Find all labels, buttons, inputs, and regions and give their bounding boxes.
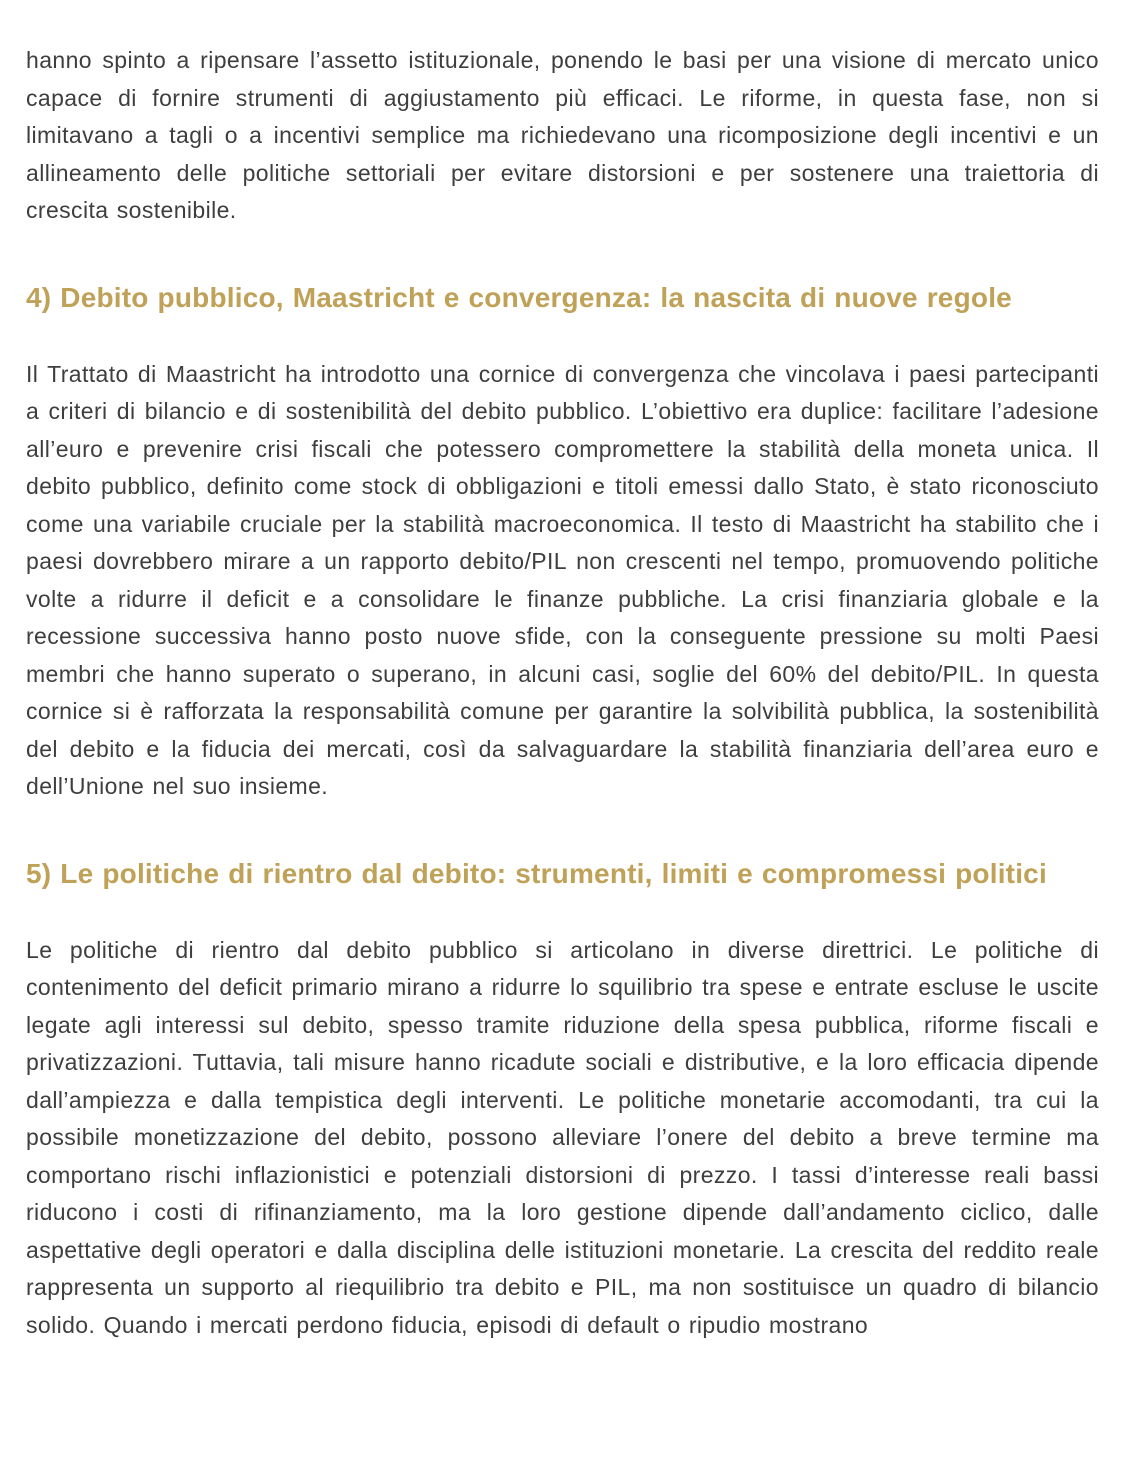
section-heading-4: 4) Debito pubblico, Maastricht e convergenza: la nascita di nuove regole <box>26 281 1012 313</box>
section-4-paragraph: Il Trattato di Maastricht ha introdotto una cornice di convergenza che vincolava i paesi partecipanti a criteri di bilancio e di sostenibilità del debito pubblico. L’obiettivo era duplice: facilitare l’adesione all’euro e prevenire crisi fiscali che potessero compromettere la stabilità della moneta unica. Il debito pubblico, definito come stock di obbligazioni e titoli emessi dallo Stato, è stato riconosciuto come una variabile cruciale per la stabilità macroeconomica. Il testo di Maastricht ha stabilito che i paesi dovrebbero mirare a un rapporto debito/PIL non crescenti nel tempo, promuovendo politiche volte a ridurre il deficit e a consolidare le finanze pubbliche. La crisi finanziaria globale e la recessione successiva hanno posto nuove sfide, con la conseguente pressione su molti Paesi membri che hanno superato o superano, in alcuni casi, soglie del 60% del debito/PIL. In questa cornice si è rafforzata la responsabilità comune per garantire la solvibilità pubblica, la sostenibilità del debito e la fiducia dei mercati, così da salvaguardare la stabilità finanziaria dell’area euro e dell’Unione nel suo insieme. <box>26 360 1099 799</box>
section-heading-5: 5) Le politiche di rientro dal debito: strumenti, limiti e compromessi politici <box>26 857 1047 889</box>
section-5-paragraph: Le politiche di rientro dal debito pubblico si articolano in diverse direttrici. Le politiche di contenimento del deficit primario mirano a ridurre lo squilibrio tra spese e entrate escluse le uscite legate agli interessi sul debito, spesso tramite riduzione della spesa pubblica, riforme fiscali e privatizzazioni. Tuttavia, tali misure hanno ricadute sociali e distributive, e la loro efficacia dipende dall’ampiezza e dalla tempistica degli interventi. Le politiche monetarie accomodanti, tra cui la possibile monetizzazione del debito, possono alleviare l’onere del debito a breve termine ma comportano rischi inflazionistici e potenziali distorsioni di prezzo. I tassi d’interesse reali bassi riducono i costi di rifinanziamento, ma la loro gestione dipende dall’andamento ciclico, dalle aspettative degli operatori e dalla disciplina delle istituzioni monetarie. La crescita del reddito reale rappresenta un supporto al riequilibrio tra debito e PIL, ma non sostituisce un quadro di bilancio solido. Quando i mercati perdono fiducia, episodi di default o ripudio mostrano <box>26 936 1099 1338</box>
paragraph-continuation: hanno spinto a ripensare l’assetto istituzionale, ponendo le basi per una visione di mercato unico capace di fornire strumenti di aggiustamento più efficaci. Le riforme, in questa fase, non si limitavano a tagli o a incentivi semplice ma richiedevano una ricomposizione degli incentivi e un allineamento delle politiche settoriali per evitare distorsioni e per sostenere una traiettoria di crescita sostenibile. <box>26 47 1099 223</box>
